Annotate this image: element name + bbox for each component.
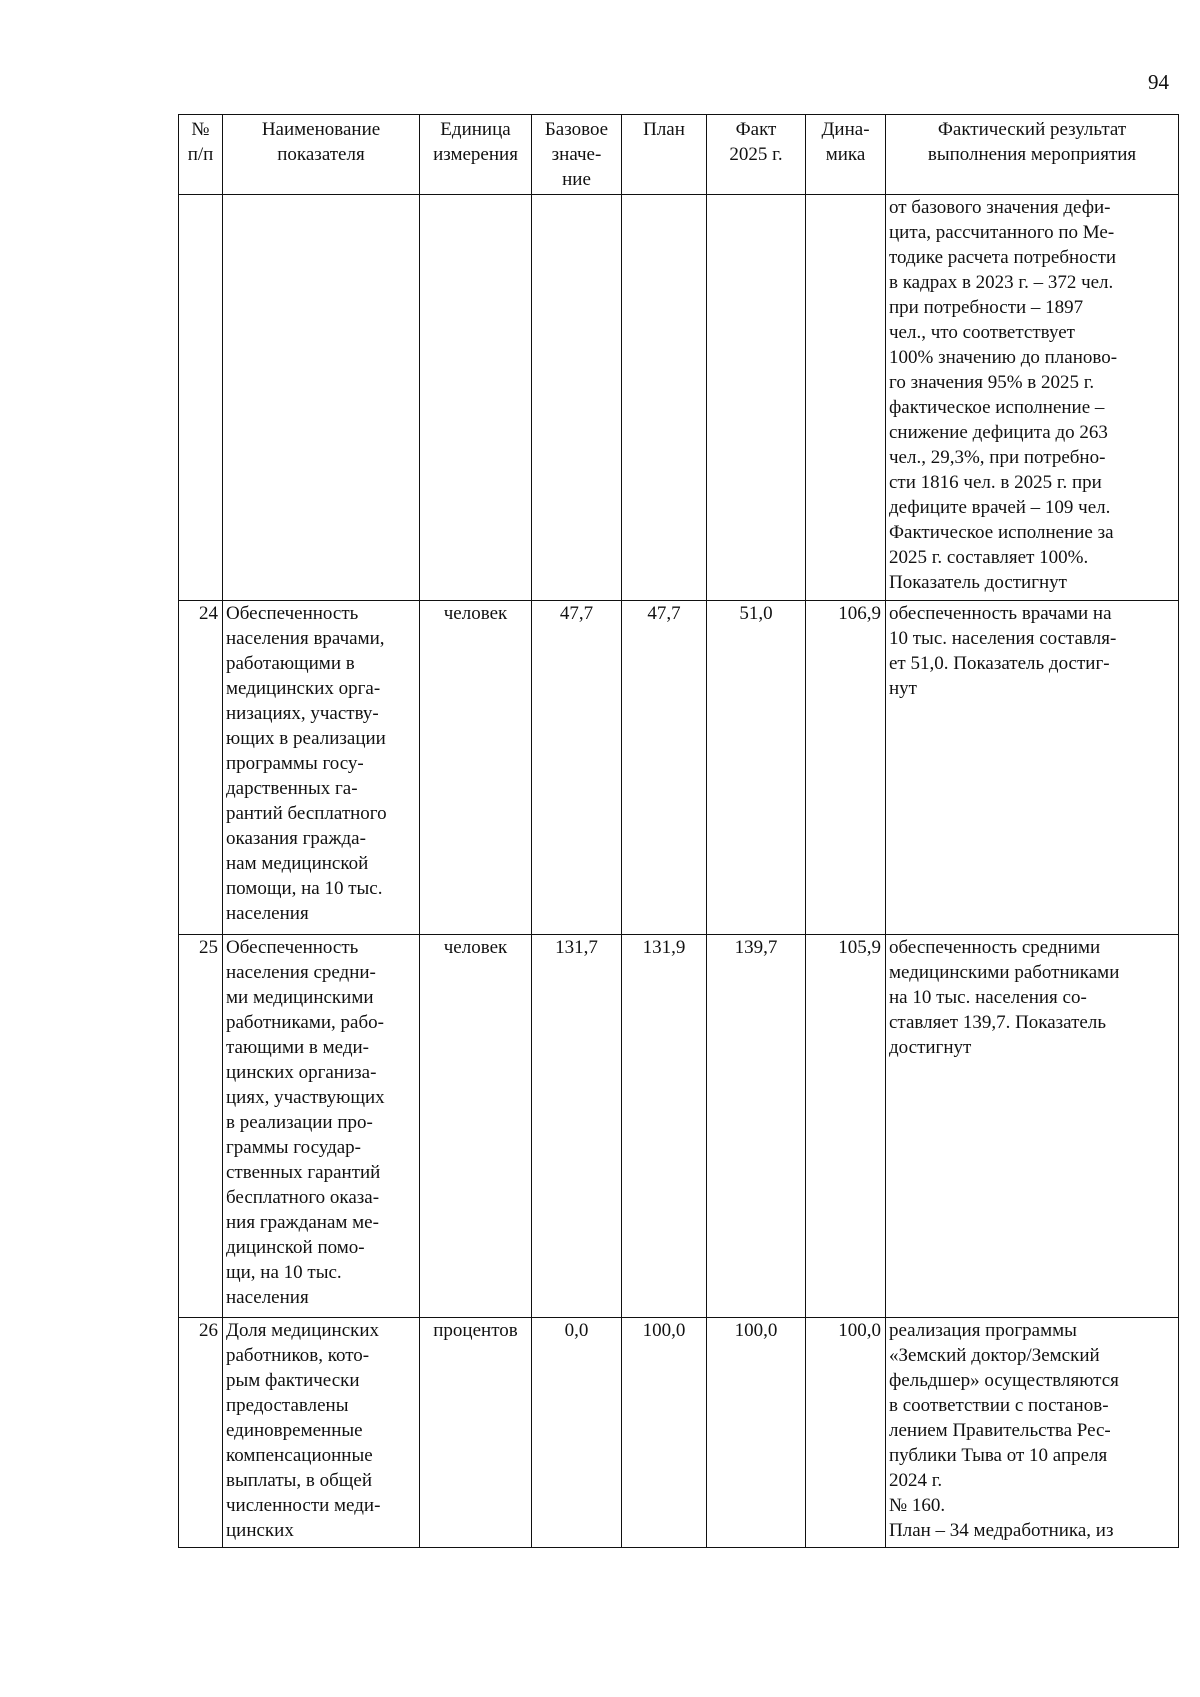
header-fact: Факт 2025 г. <box>707 115 806 195</box>
plan-value: 100,0 <box>622 1318 707 1548</box>
indicator-name <box>223 195 420 601</box>
result-text: реализация программы «Земский доктор/Земский фельдшер» осуществляются в соответствии с постанов- лением Правительства Рес- публики Тыва от 10 апреля 2024 г. № 160. План – 34 медработника, из <box>886 1318 1179 1548</box>
dynamics-value <box>806 195 886 601</box>
plan-value: 131,9 <box>622 935 707 1318</box>
base-value <box>532 195 622 601</box>
indicator-name: Обеспеченность населения средни- ми медицинскими работниками, рабо- тающими в меди- цинских организа- циях, участвующих в реализации про- граммы государ- ственных гарантий бесплатного оказа- ния гражданам ме- дицинской помо- щи, на 10 тыс. населения <box>223 935 420 1318</box>
result-text: обеспеченность средними медицинскими работниками на 10 тыс. населения со- ставляет 139,7. Показатель достигнут <box>886 935 1179 1318</box>
indicator-name: Доля медицинских работников, кото- рым фактически предоставлены единовременные компенсационные выплаты, в общей численности меди- цинских <box>223 1318 420 1548</box>
fact-value <box>707 195 806 601</box>
unit: процентов <box>420 1318 532 1548</box>
header-dynamics: Дина- мика <box>806 115 886 195</box>
header-base-value: Базовое значе- ние <box>532 115 622 195</box>
fact-value: 51,0 <box>707 601 806 935</box>
row-number <box>179 195 223 601</box>
indicator-name: Обеспеченность населения врачами, работающими в медицинских орга- низациях, участву- ющих в реализации программы госу- дарственных га- рантий бесплатного оказания гражда- нам медицинской помощи, на 10 тыс. населения <box>223 601 420 935</box>
unit <box>420 195 532 601</box>
table-row <box>179 195 1179 601</box>
page-number: 94 <box>1148 70 1169 94</box>
row-number: 26 <box>179 1318 223 1548</box>
table-row <box>179 935 1179 1318</box>
base-value: 131,7 <box>532 935 622 1318</box>
fact-value: 100,0 <box>707 1318 806 1548</box>
result-text: от базового значения дефи- цита, рассчитанного по Ме- тодике расчета потребности в кадрах в 2023 г. – 372 чел. при потребности – 1897 чел., что соответствует 100% значению до планово- го значения 95% в 2025 г. фактическое исполнение – снижение дефицита до 263 чел., 29,3%, при потребно- сти 1816 чел. в 2025 г. при дефиците врачей – 109 чел. Фактическое исполнение за 2025 г. составляет 100%. Показатель достигнут <box>886 195 1179 601</box>
row-number: 25 <box>179 935 223 1318</box>
row-number: 24 <box>179 601 223 935</box>
header-unit: Единица измерения <box>420 115 532 195</box>
unit: человек <box>420 601 532 935</box>
table-header-row <box>179 115 1179 195</box>
indicators-table <box>178 114 1179 1548</box>
table-row <box>179 1318 1179 1548</box>
header-result: Фактический результат выполнения мероприятия <box>886 115 1179 195</box>
dynamics-value: 100,0 <box>806 1318 886 1548</box>
unit: человек <box>420 935 532 1318</box>
fact-value: 139,7 <box>707 935 806 1318</box>
dynamics-value: 106,9 <box>806 601 886 935</box>
header-plan: План <box>622 115 707 195</box>
dynamics-value: 105,9 <box>806 935 886 1318</box>
result-text: обеспеченность врачами на 10 тыс. населения составля- ет 51,0. Показатель достиг- нут <box>886 601 1179 935</box>
plan-value <box>622 195 707 601</box>
base-value: 0,0 <box>532 1318 622 1548</box>
header-indicator-name: Наименование показателя <box>223 115 420 195</box>
base-value: 47,7 <box>532 601 622 935</box>
plan-value: 47,7 <box>622 601 707 935</box>
table-row <box>179 601 1179 935</box>
header-number: № п/п <box>179 115 223 195</box>
